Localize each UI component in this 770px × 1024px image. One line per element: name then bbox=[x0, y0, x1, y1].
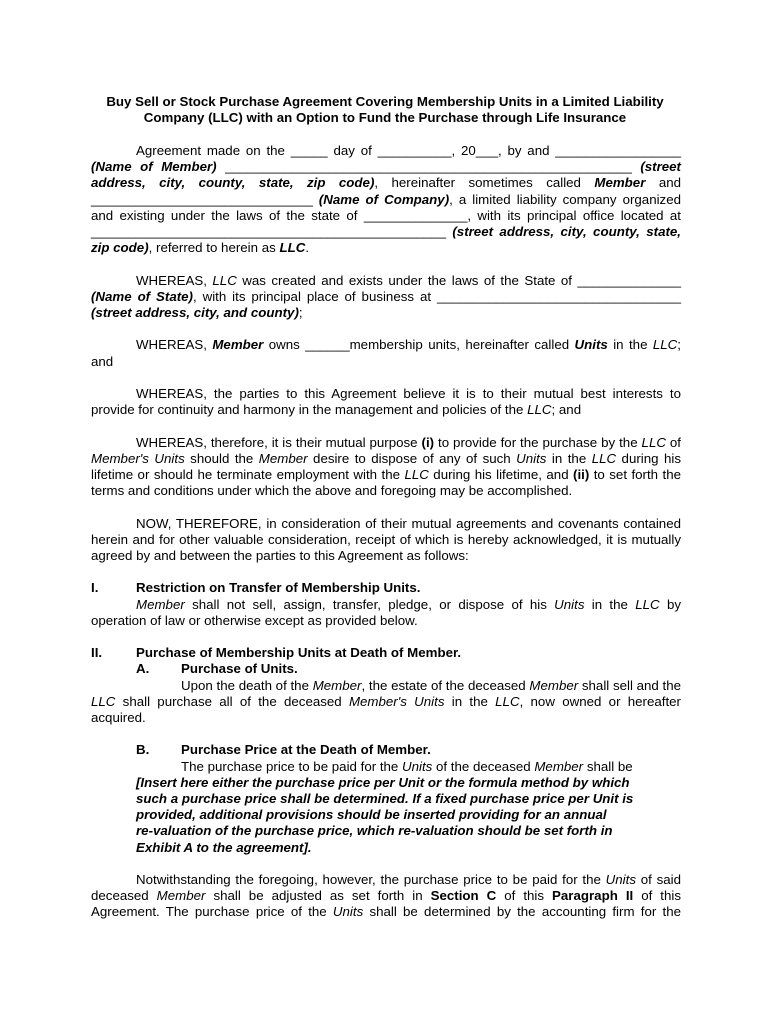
whereas-paragraph-3: WHEREAS, the parties to this Agreement believe it is to their mutual best interests to provide for continuity and harmony in the management and policies of the LLC; and bbox=[91, 386, 681, 418]
section-title: Purchase of Membership Units at Death of Member. bbox=[136, 645, 462, 661]
section-title: Restriction on Transfer of Membership Units. bbox=[136, 580, 421, 596]
notwithstanding-paragraph: Notwithstanding the foregoing, however, the purchase price to be paid for the Units of said deceased Member shall be adjusted as set forth in Section C of this Paragraph II of this Agreement. The purchase price of the Units shall be determined by the accounting firm for the bbox=[91, 872, 682, 920]
member-address-label: (street address, city, county, state, zip code) bbox=[91, 159, 681, 191]
intro-text: , hereinafter sometimes called bbox=[374, 175, 595, 191]
document-title bbox=[80, 94, 690, 126]
subsection-number: A. bbox=[136, 661, 150, 677]
name-of-member-label: (Name of Member) bbox=[91, 159, 217, 175]
company-address-label: (street address, city, county, state, zip code) bbox=[91, 224, 681, 256]
intro-text: and ______________________________ bbox=[91, 175, 682, 207]
intro-text: Agreement made on the _____ day of __________, 20___, by and _________________ bbox=[136, 143, 681, 158]
whereas-paragraph-4: WHEREAS, therefore, it is their mutual purpose (i) to provide for the purchase by the LLC of Member's Units should the Member desire to dispose of any of such Units in the LLC during his lifetime or should he terminate employment with the LLC during his lifetime, and (ii) to set forth the terms and conditions under which the above and foregoing may be accomplished. bbox=[91, 434, 681, 499]
intro-text: , referred to herein as bbox=[148, 240, 280, 256]
name-of-company-label: (Name of Company) bbox=[318, 191, 450, 207]
now-therefore-paragraph: NOW, THEREFORE, in consideration of their mutual agreements and covenants contained herein and for other valuable consideration, receipt of which is hereby acknowledged, it is mutually agreed by and between the parties to this Agreement as follows: bbox=[91, 515, 681, 563]
section-number: I. bbox=[91, 580, 99, 596]
intro-paragraph bbox=[91, 143, 681, 256]
subsection-a-text: Upon the death of the Member, the estate of the deceased Member shall sell and the LLC shall purchase all of the deceased Member's Units in the LLC, now owned or hereafter acquired. bbox=[91, 677, 681, 725]
subsection-b-body bbox=[91, 759, 681, 856]
subsection-b-text: The purchase price to be paid for the Units of the deceased Member shall be bbox=[181, 758, 633, 774]
intro-text: , a limited liability company organized and existing under the laws of the state of ______________, with its principal office located at ________________________________________________ bbox=[91, 191, 681, 240]
section-1 bbox=[91, 580, 681, 629]
name-of-state-label: (Name of State) bbox=[91, 288, 193, 304]
units-term: Units bbox=[574, 337, 608, 353]
title-line-2: Company (LLC) with an Option to Fund the Purchase through Life Insurance bbox=[143, 110, 627, 126]
member-term: Member bbox=[594, 175, 646, 191]
purchase-price-instruction: [Insert here either the purchase price per Unit or the formula method by which such a purchase price shall be determined. If a fixed purchase price per Unit is provided, additional provisions should be inserted providing for an annual re-valuation of the purchase price, which re-valuation should be set forth in Exhibit A to the agreement]. bbox=[136, 774, 634, 855]
section-number: II. bbox=[91, 645, 103, 661]
member-term: Member bbox=[212, 337, 264, 353]
subsection-number: B. bbox=[136, 742, 150, 758]
subsection-b bbox=[91, 742, 681, 855]
whereas-paragraph-2: WHEREAS, Member owns ______membership units, hereinafter called Units in the LLC; and bbox=[91, 337, 681, 369]
subsection-a-heading bbox=[91, 661, 681, 677]
llc-term: LLC bbox=[212, 272, 237, 288]
document-body bbox=[91, 143, 681, 921]
section-2 bbox=[91, 645, 681, 726]
subsection-title: Purchase Price at the Death of Member. bbox=[181, 742, 431, 758]
llc-term: LLC bbox=[527, 402, 552, 418]
section-1-text: Member shall not sell, assign, transfer, pledge, or dispose of his Units in the LLC by operation of law or otherwise except as provided below. bbox=[91, 596, 681, 628]
whereas-paragraph-1: WHEREAS, LLC was created and exists under the laws of the State of ______________ (Name of State), with its principal place of business at _________________________________ (street address, city, and county); bbox=[91, 272, 681, 321]
intro-text: . bbox=[305, 240, 310, 256]
state-address-label: (street address, city, and county) bbox=[91, 305, 299, 321]
subsection-title: Purchase of Units. bbox=[181, 661, 298, 677]
llc-term: LLC bbox=[652, 337, 678, 353]
section-1-heading bbox=[91, 580, 681, 596]
section-2-heading bbox=[91, 645, 681, 661]
intro-text: _______________________________________________________ bbox=[216, 159, 641, 175]
subsection-b-heading bbox=[91, 742, 681, 758]
llc-term: LLC bbox=[279, 240, 306, 256]
title-line-1: Buy Sell or Stock Purchase Agreement Covering Membership Units in a Limited Liability bbox=[106, 94, 664, 109]
